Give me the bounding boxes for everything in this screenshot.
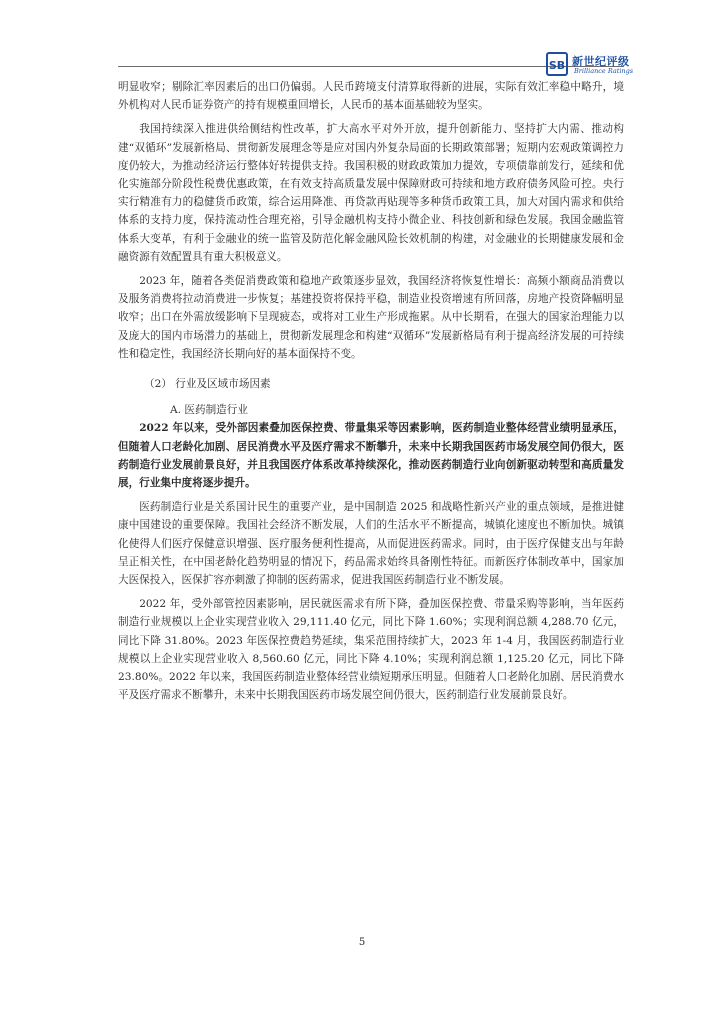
company-logo bbox=[546, 52, 634, 78]
document-body bbox=[118, 78, 624, 705]
bold-summary: 2022 年以来，受外部因素叠加医保控费、带量集采等因素影响，医药制造业整体经营业绩明显承压，但随着人口老龄化加剧、居民消费水平及医疗需求不断攀升，未来中长期我国医药市场发展空间仍很大，医药制造行业发展前景良好，并且我国医疗体系改革持续深化，推动医药制造行业向创新驱动转型和高质量发展，行业集中度将逐步提升。 bbox=[118, 422, 624, 490]
paragraph-policy: 我国持续深入推进供给侧结构性改革，扩大高水平对外开放，提升创新能力、坚持扩大内需、推动构建“双循环”发展新格局、贯彻新发展理念等是应对国内外复杂局面的长期政策部署；短期内宏观政策调控力度仍较大，为推动经济运行整体好转提供支持。我国积极的财政政策加力提效，专项债靠前发行，延续和优化实施部分阶段性税费优惠政策，在有效支持高质量发展中保障财政可持续和地方政府债务风险可控。央行实行精准有力的稳健货币政策，综合运用降准、再贷款再贴现等多种货币政策工具，加大对国内需求和供给体系的支持力度，保持流动性合理充裕，引导金融机构支持小微企业、科技创新和绿色发展。我国金融监管体系大变革，有利于金融业的统一监管及防范化解金融风险长效机制的构建，对金融业的长期健康发展和金融资源有效配置具有重大积极意义。 bbox=[118, 123, 624, 263]
paragraph-performance: 2022 年，受外部管控因素影响，居民就医需求有所下降，叠加医保控费、带量采购等影响，当年医药制造行业规模以上企业实现营业收入 29,111.40 亿元，同比下降 1.60%；实现利润总额 4,288.70 亿元，同比下降 31.80%。2023 年医保控费趋势延续，集采范围持续扩大，2023 年 1-4 月，我国医药制造行业规模以上企业实现营业收入 8,560.60 亿元，同比下降 4.10%；实现利润总额 1,125.20 亿元，同比下降 23.80%。2022 年以来，我国医药制造业整体经营业绩短期承压明显。但随着人口老龄化加剧、居民消费水平及医疗需求不断攀升，未来中长期我国医药市场发展空间仍很大，医药制造行业发展前景良好。 bbox=[118, 598, 624, 702]
subsection-heading: A. 医药制造行业 bbox=[170, 404, 248, 417]
page-number: 5 bbox=[358, 937, 366, 948]
paragraph-continued: 明显收窄；剔除汇率因素后的出口仍偏弱。人民币跨境支付清算取得新的进展，实际有效汇率稳中略升，境外机构对人民币证券资产的持有规模重回增长，人民币的基本面基础较为坚实。 bbox=[118, 81, 624, 112]
section-heading: （2） 行业及区域市场因素 bbox=[144, 378, 271, 391]
logo-english-name: Brilliance Ratings bbox=[574, 67, 634, 75]
logo-mark-icon: SB bbox=[546, 52, 568, 76]
paragraph-outlook: 2023 年，随着各类促消费政策和稳地产政策逐步显效，我国经济将恢复性增长：高频小额商品消费以及服务消费将拉动消费进一步恢复；基建投资将保持平稳，制造业投资增速有所回落，房地产投资降幅明显收窄；出口在外需放缓影响下呈现疲态，或将对工业生产形成拖累。从中长期看，在强大的国家治理能力以及庞大的国内市场潜力的基础上，贯彻新发展理念和构建“双循环”发展新格局有利于提高经济发展的可持续性和稳定性，我国经济长期向好的基本面保持不变。 bbox=[118, 275, 624, 360]
logo-chinese-name: 新世纪评级 bbox=[572, 55, 630, 68]
paragraph-industry: 医药制造行业是关系国计民生的重要产业，是中国制造 2025 和战略性新兴产业的重点领域，是推进健康中国建设的重要保障。我国社会经济不断发展，人们的生活水平不断提高，城镇化速度也不断加快。城镇化使得人们医疗保健意识增强、医疗服务便利性提高，从而促进医药需求。同时，由于医疗保健支出与年龄呈正相关性，在中国老龄化趋势明显的情况下，药品需求始终具备刚性特征。而新医疗体制改革中，国家加大医保投入，医保扩容亦刺激了抑制的医药需求，促进我国医药制造行业不断发展。 bbox=[118, 501, 624, 587]
